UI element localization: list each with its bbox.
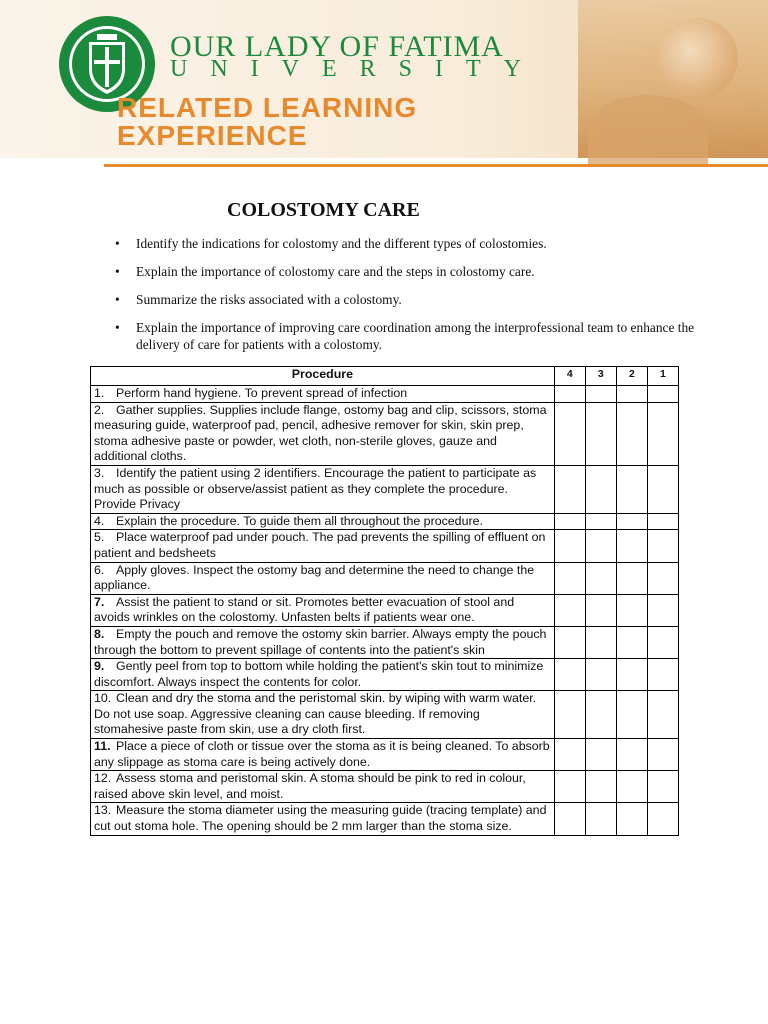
objectives-list [115,235,695,364]
score-cell[interactable] [554,659,585,691]
score-cell[interactable] [647,530,678,562]
score-cell[interactable] [554,626,585,658]
step-number: 8. [94,626,105,641]
score-cell[interactable] [647,626,678,658]
step-number: 13. [94,803,112,818]
table-header-row [91,367,679,386]
score-cell[interactable] [616,386,647,403]
banner-title-line1: RELATED LEARNING [117,92,418,123]
step-text: Empty the pouch and remove the ostomy skin barrier. Always empty the pouch through the bottom to prevent spillage of contents into the patient's skin [94,626,547,657]
score-cell[interactable] [554,562,585,594]
score-cell[interactable] [616,659,647,691]
procedure-step-cell [91,513,555,530]
score-cell[interactable] [585,465,616,513]
step-text: Apply gloves. Inspect the ostomy bag and determine the need to change the appliance. [94,562,535,593]
score-cell[interactable] [647,803,678,835]
procedure-step-cell [91,402,555,465]
table-row [91,402,679,465]
score-cell[interactable] [647,739,678,771]
step-number: 9. [94,659,105,674]
score-cell[interactable] [647,562,678,594]
score-cell[interactable] [554,691,585,739]
table-row [91,626,679,658]
score-cell[interactable] [616,739,647,771]
score-cell[interactable] [554,803,585,835]
step-number: 7. [94,594,105,609]
score-cell[interactable] [554,530,585,562]
table-row [91,659,679,691]
photo-figure-head [658,18,738,98]
procedure-step-cell [91,530,555,562]
step-number: 6. [94,562,105,577]
step-text: Clean and dry the stoma and the peristomal skin. by wiping with warm water. Do not use soap. Aggressive cleaning can cause bleeding. If removing stomahesive paste from skin, use a dry cloth first. [94,691,537,737]
step-number: 10. [94,691,112,706]
header-divider [104,164,768,167]
score-cell[interactable] [616,513,647,530]
score-cell[interactable] [585,659,616,691]
score-cell[interactable] [647,513,678,530]
score-cell[interactable] [616,771,647,803]
score-cell[interactable] [554,594,585,626]
score-header-3: 3 [585,367,616,386]
score-cell[interactable] [554,465,585,513]
score-cell[interactable] [616,691,647,739]
procedure-step-cell [91,562,555,594]
score-cell[interactable] [647,465,678,513]
step-text: Perform hand hygiene. To prevent spread of infection [116,386,408,400]
step-text: Place a piece of cloth or tissue over the stoma as it is being cleaned. To absorb any slippage as stoma care is being actively done. [94,739,550,769]
score-cell[interactable] [585,386,616,403]
step-text: Explain the procedure. To guide them all throughout the procedure. [116,513,483,528]
score-cell[interactable] [585,513,616,530]
procedure-step-cell [91,803,555,835]
score-cell[interactable] [616,626,647,658]
score-cell[interactable] [585,803,616,835]
step-text: Assist the patient to stand or sit. Promotes better evacuation of stool and avoids wrinkles on the colostomy. Unfasten belts if patients wear one. [94,594,515,625]
score-header-4: 4 [554,367,585,386]
score-cell[interactable] [616,594,647,626]
objective-item: • Identify the indications for colostomy and the different types of colostomies. [115,235,695,252]
banner-title-line2: EXPERIENCE [117,120,308,151]
step-text: Place waterproof pad under pouch. The pad prevents the spilling of effluent on patient and bedsheets [94,530,546,560]
objective-item: • Explain the importance of improving care coordination among the interprofessional team to enhance the delivery of care for patients with a colostomy. [115,319,695,353]
score-header-2: 2 [616,367,647,386]
score-cell[interactable] [616,402,647,465]
procedure-step-cell [91,626,555,658]
score-cell[interactable] [554,386,585,403]
header-banner [0,0,768,158]
step-number: 4. [94,513,105,528]
score-cell[interactable] [647,386,678,403]
table-row [91,562,679,594]
score-cell[interactable] [585,594,616,626]
step-text: Identify the patient using 2 identifiers. Encourage the patient to participate as much as possible or observe/assist patient as they complete the procedure. Provide Privacy [94,465,537,512]
table-row [91,465,679,513]
score-cell[interactable] [585,562,616,594]
step-text: Assess stoma and peristomal skin. A stoma should be pink to red in colour, raised above skin level, and moist. [94,771,526,801]
score-cell[interactable] [585,739,616,771]
score-cell[interactable] [616,803,647,835]
procedure-step-cell [91,771,555,803]
score-cell[interactable] [616,465,647,513]
procedure-checklist-table [90,366,679,836]
step-number: 5. [94,530,105,545]
procedure-header: Procedure [91,367,555,386]
table-row [91,530,679,562]
score-cell[interactable] [616,530,647,562]
score-cell[interactable] [554,513,585,530]
score-cell[interactable] [585,691,616,739]
score-cell[interactable] [647,691,678,739]
photo-figure-body [588,95,708,165]
score-cell[interactable] [585,626,616,658]
table-row [91,513,679,530]
score-cell[interactable] [616,562,647,594]
step-text: Gather supplies. Supplies include flange, ostomy bag and clip, scissors, stoma measuring guide, waterproof pad, pencil, adhesive remover for skin, skin prep, stoma adhesive paste or powder, wet cloth, non-sterile gloves, gauze and additional cloths. [94,402,547,464]
score-cell[interactable] [647,402,678,465]
score-cell[interactable] [647,594,678,626]
score-cell[interactable] [554,771,585,803]
objective-item: • Explain the importance of colostomy care and the steps in colostomy care. [115,263,695,280]
procedure-step-cell [91,739,555,771]
table-row [91,691,679,739]
table-row [91,386,679,403]
procedure-step-cell [91,594,555,626]
procedure-step-cell [91,659,555,691]
university-name-line1: OUR LADY OF FATIMA [170,30,504,63]
score-cell[interactable] [585,402,616,465]
step-number: 3. [94,465,105,480]
procedure-step-cell [91,691,555,739]
step-number: 2. [94,402,105,417]
score-cell[interactable] [647,771,678,803]
score-cell[interactable] [585,771,616,803]
step-text: Measure the stoma diameter using the measuring guide (tracing template) and cut out stoma hole. The opening should be 2 mm larger than the stoma size. [94,803,547,834]
step-number: 11. [94,739,111,754]
table-row [91,803,679,835]
score-cell[interactable] [585,530,616,562]
score-cell[interactable] [647,659,678,691]
step-text: Gently peel from top to bottom while holding the patient's skin tout to minimize discomfort. Always inspect the contents for color. [94,659,544,689]
table-row [91,739,679,771]
header-photo [578,0,768,158]
objective-item: • Summarize the risks associated with a colostomy. [115,291,695,308]
score-cell[interactable] [554,402,585,465]
procedure-step-cell [91,386,555,403]
university-name-line2: UNIVERSITY [170,56,544,82]
step-number: 12. [94,771,112,786]
score-cell[interactable] [554,739,585,771]
procedure-step-cell [91,465,555,513]
step-number: 1. [94,386,105,400]
table-row [91,594,679,626]
table-row [91,771,679,803]
score-header-1: 1 [647,367,678,386]
page-title: COLOSTOMY CARE [227,199,420,221]
